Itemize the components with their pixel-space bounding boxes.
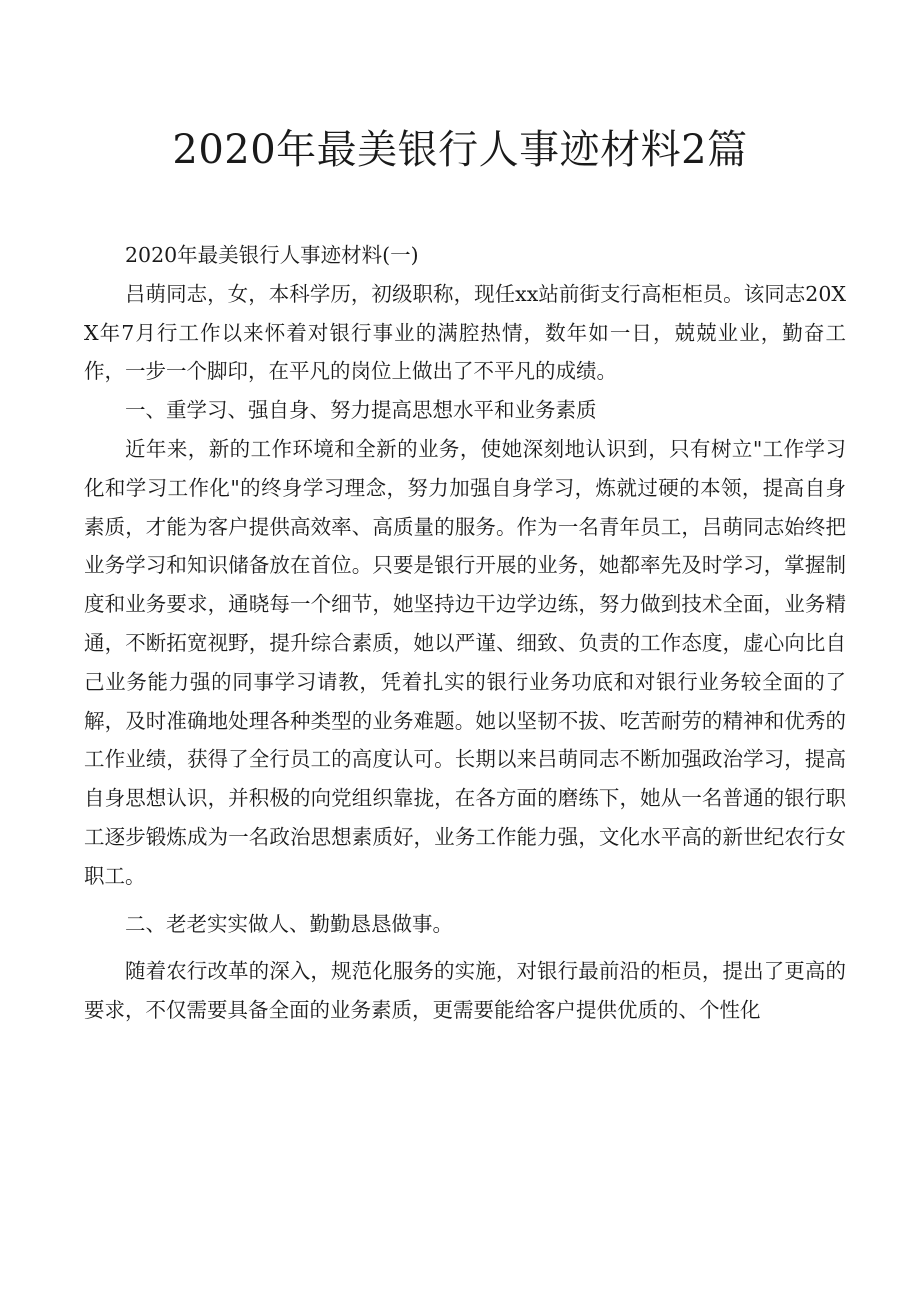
document-body	[84, 236, 846, 1030]
intro-paragraph: 吕萌同志，女，本科学历，初级职称，现任xx站前街支行高柜柜员。该同志20XX年7月行工作以来怀着对银行事业的满腔热情，数年如一日，兢兢业业，勤奋工作，一步一个脚印，在平凡的岗位上做出了不平凡的成绩。	[84, 281, 846, 384]
section-heading-2: 二、老老实实做人、勤勤恳恳做事。	[125, 911, 453, 936]
section-heading-1: 一、重学习、强自身、努力提高思想水平和业务素质	[125, 398, 597, 423]
section-1-paragraph: 近年来，新的工作环境和全新的业务，使她深刻地认识到，只有树立"工作学习化和学习工作化"的终身学习理念，努力加强自身学习，炼就过硬的本领，提高自身素质，才能为客户提供高效率、高质量的服务。作为一名青年员工，吕萌同志始终把业务学习和知识储备放在首位。只要是银行开展的业务，她都率先及时学习，掌握制度和业务要求，通晓每一个细节，她坚持边干边学边练，努力做到技术全面，业务精通，不断拓宽视野，提升综合素质，她以严谨、细致、负责的工作态度，虚心向比自己业务能力强的同事学习请教，凭着扎实的银行业务功底和对银行业务较全面的了解，及时准确地处理各种类型的业务难题。她以坚韧不拔、吃苦耐劳的精神和优秀的工作业绩，获得了全行员工的高度认可。长期以来吕萌同志不断加强政治学习，提高自身思想认识，并积极的向党组织靠拢，在各方面的磨练下，她从一名普通的银行职工逐步锻炼成为一名政治思想素质好，业务工作能力强，文化水平高的新世纪农行女职工。	[84, 436, 846, 888]
section-2-paragraph: 随着农行改革的深入，规范化服务的实施，对银行最前沿的柜员，提出了更高的要求，不仅需要具备全面的业务素质，更需要能给客户提供优质的、个性化	[84, 959, 846, 1023]
subtitle-paragraph: 2020年最美银行人事迹材料(一)	[125, 243, 419, 267]
document-title: 2020年最美银行人事迹材料2篇	[172, 127, 748, 173]
